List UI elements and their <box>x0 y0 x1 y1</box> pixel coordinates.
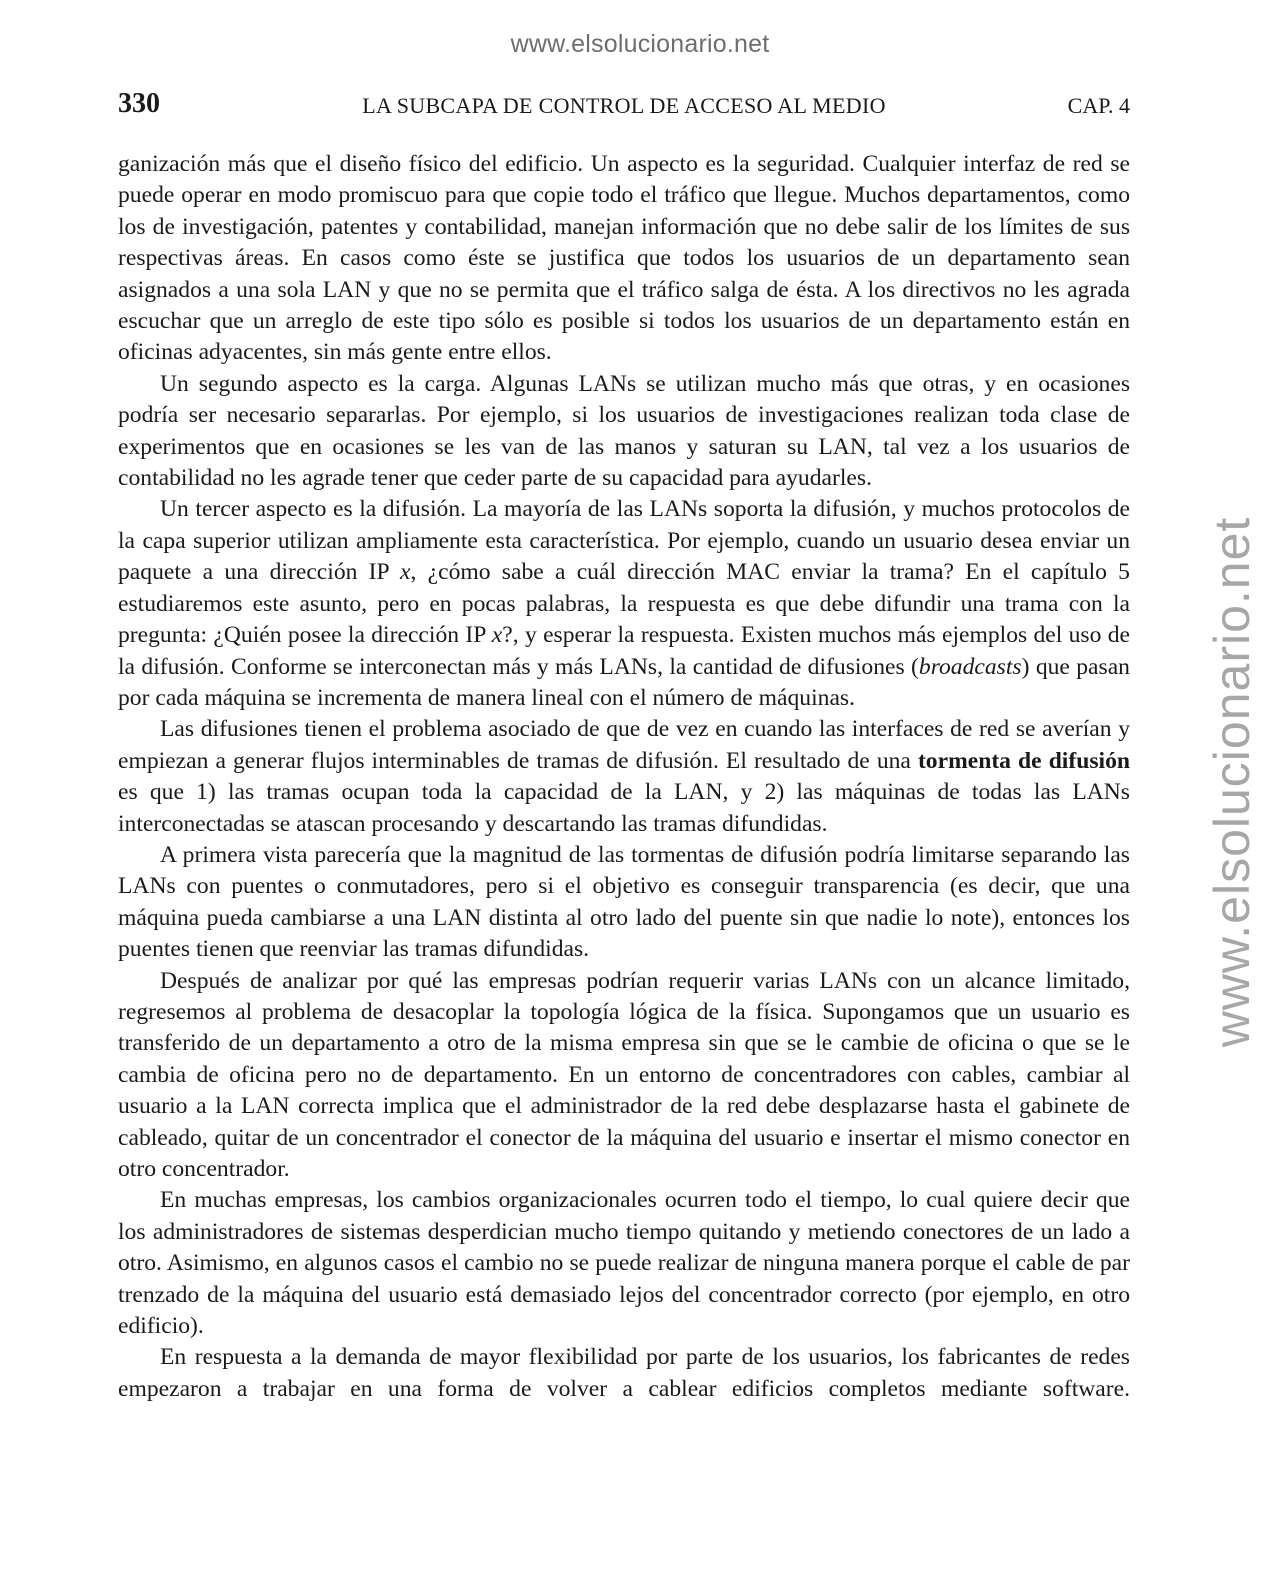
paragraph: En respuesta a la demanda de mayor flexibilidad por parte de los usuarios, los fabricantes de redes empezaron a trabajar en una forma de volver a cablear edificios completos mediante software. <box>118 1344 1130 1402</box>
running-head <box>118 88 1130 124</box>
paragraph: En muchas empresas, los cambios organizacionales ocurren todo el tiempo, lo cual quiere decir que los administradores de sistemas desperdician mucho tiempo quitando y metiendo conectores de un lado a otro. Asimismo, en algunos casos el cambio no se puede realizar de ninguna manera porque el cable de par trenzado de la máquina del usuario está demasiado lejos del concentrador correcto (por ejemplo, en otro edificio). <box>118 1187 1130 1340</box>
watermark-top: www.elsolucionario.net <box>510 30 770 58</box>
page-number: 330 <box>118 88 160 119</box>
paragraph: Después de analizar por qué las empresas podrían requerir varias LANs con un alcance limitado, regresemos al problema de desacoplar la topología lógica de la física. Supongamos que un usuario es transferido de un departamento a otro de la misma empresa sin que se le cambie de oficina o que se le cambia de oficina pero no de departamento. En un entorno de concentradores con cables, cambiar al usuario a la LAN correcta implica que el administrador de la red debe desplazarse hasta el gabinete de cableado, quitar de un concentrador el conector de la máquina del usuario e insertar el mismo conector en otro concentrador. <box>118 967 1130 1182</box>
bold-term: tormenta de difusión <box>917 747 1131 774</box>
italic-term: broadcasts <box>918 653 1022 680</box>
variable-x: x <box>400 559 411 586</box>
paragraph-text: ?, y esperar la respuesta. Existen muchos más ejemplos del uso de la difusión. Conforme se interconectan más y más LANs, la cantidad de difusiones ( <box>118 622 1130 680</box>
chapter-title: LA SUBCAPA DE CONTROL DE ACCESO AL MEDIO <box>362 93 886 118</box>
paragraph-text: Las difusiones tienen el problema asociado de que de vez en cuando las interfaces de red se averían y empiezan a generar flujos interminables de tramas de difusión. El resultado de una <box>118 716 1130 774</box>
chapter-ref: CAP. 4 <box>1067 93 1130 118</box>
variable-x: x <box>491 622 503 649</box>
watermark-side: www.elsolucionario.net <box>1204 516 1260 1048</box>
paragraph: ganización más que el diseño físico del edificio. Un aspecto es la seguridad. Cualquier interfaz de red se puede operar en modo promiscuo para que copie todo el tráfico que llegue. Muchos departamentos, como los de investigación, patentes y contabilidad, manejan información que no debe salir de los límites de sus respectivas áreas. En casos como éste se justifica que todos los usuarios de un departamento sean asignados a una sola LAN y que no se permita que el tráfico salga de ésta. A los directivos no les agrada escuchar que un arreglo de este tipo sólo es posible si todos los usuarios de un departamento están en oficinas adyacentes, sin más gente entre ellos. <box>118 151 1130 366</box>
paragraph <box>118 494 1130 714</box>
body-text <box>118 149 1130 1405</box>
paragraph-text: Un tercer aspecto es la difusión. La mayoría de las LANs soporta la difusión, y muchos protocolos de la capa superior utilizan ampliamente esta característica. Por ejemplo, cuando un usuario desea enviar un paquete a una dirección IP <box>118 496 1130 586</box>
paragraph-text: , ¿cómo sabe a cuál dirección MAC enviar la trama? En el capítulo 5 estudiaremos este asunto, pero en pocas palabras, la respuesta es que debe difundir una trama con la pregunta: ¿Quién posee la dirección IP <box>118 559 1130 649</box>
paragraph: Un segundo aspecto es la carga. Algunas LANs se utilizan mucho más que otras, y en ocasiones podría ser necesario separarlas. Por ejemplo, si los usuarios de investigaciones realizan toda clase de experimentos que en ocasiones se les van de las manos y saturan su LAN, tal vez a los usuarios de contabilidad no les agrade tener que ceder parte de su capacidad para ayudarles. <box>118 370 1130 492</box>
paragraph-text: es que 1) las tramas ocupan toda la capacidad de la LAN, y 2) las máquinas de todas las LANs interconectadas se atascan procesando y descartando las tramas difundidas. <box>118 779 1130 837</box>
paragraph: A primera vista parecería que la magnitud de las tormentas de difusión podría limitarse separando las LANs con puentes o conmutadores, pero si el objetivo es conseguir transparencia (es decir, que una máquina pueda cambiarse a una LAN distinta al otro lado del puente sin que nadie lo note), entonces los puentes tienen que reenviar las tramas difundidas. <box>118 841 1130 963</box>
paragraph-text: ) que pasan por cada máquina se incrementa de manera lineal con el número de máquinas. <box>118 653 1130 711</box>
paragraph <box>118 714 1130 840</box>
